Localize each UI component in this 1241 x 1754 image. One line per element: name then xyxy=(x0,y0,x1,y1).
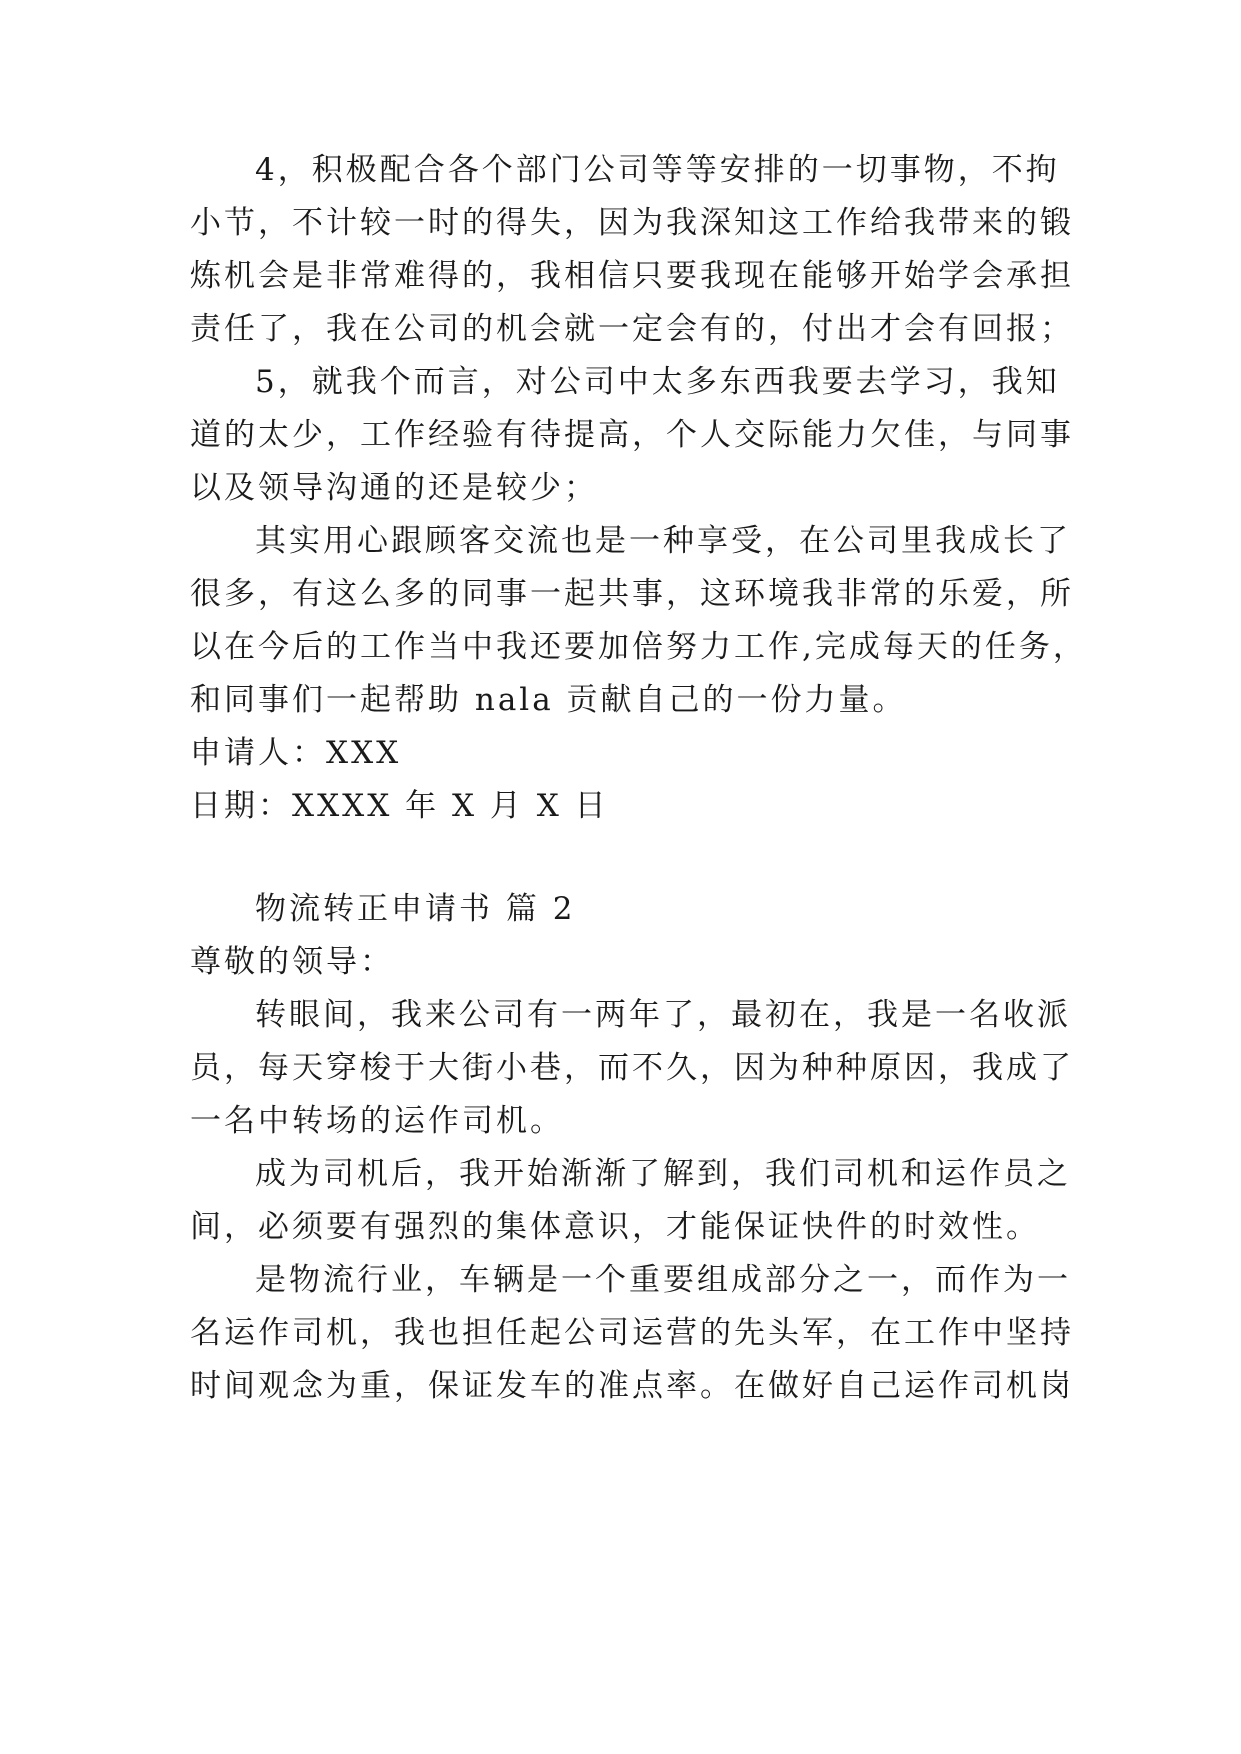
paragraph-line: 责任了，我在公司的机会就一定会有的，付出才会有回报； xyxy=(190,311,1074,347)
paragraph-line: 和同事们一起帮助 nala 贡献自己的一份力量。 xyxy=(190,682,907,718)
paragraph-line: 转眼间，我来公司有一两年了，最初在，我是一名收派 xyxy=(255,997,1071,1033)
paragraph-line: 炼机会是非常难得的，我相信只要我现在能够开始学会承担 xyxy=(190,258,1074,294)
paragraph-line: 4，积极配合各个部门公司等等安排的一切事物，不拘 xyxy=(255,152,1060,188)
paragraph-line: 道的太少，工作经验有待提高，个人交际能力欠佳，与同事 xyxy=(190,417,1074,453)
paragraph-line: 员，每天穿梭于大街小巷，而不久，因为种种原因，我成了 xyxy=(190,1050,1074,1086)
paragraph-line: 小节，不计较一时的得失，因为我深知这工作给我带来的锻 xyxy=(190,205,1074,241)
paragraph-line: 是物流行业，车辆是一个重要组成部分之一，而作为一 xyxy=(255,1262,1071,1298)
paragraph-line: 时间观念为重，保证发车的准点率。在做好自己运作司机岗 xyxy=(190,1368,1074,1404)
paragraph-line: 其实用心跟顾客交流也是一种享受，在公司里我成长了 xyxy=(255,523,1071,559)
signature-date: 日期：XXXX 年 X 月 X 日 xyxy=(190,788,609,824)
paragraph-line: 很多，有这么多的同事一起共事，这环境我非常的乐爱，所 xyxy=(190,576,1074,612)
section-title: 物流转正申请书 篇 2 xyxy=(255,891,576,927)
salutation: 尊敬的领导： xyxy=(190,944,394,980)
paragraph-line: 以及领导沟通的还是较少； xyxy=(190,470,598,506)
paragraph-line: 间，必须要有强烈的集体意识，才能保证快件的时效性。 xyxy=(190,1209,1040,1245)
paragraph-line: 一名中转场的运作司机。 xyxy=(190,1103,564,1139)
paragraph-line: 5，就我个而言，对公司中太多东西我要去学习，我知 xyxy=(255,364,1060,400)
paragraph-line: 名运作司机，我也担任起公司运营的先头军，在工作中坚持 xyxy=(190,1315,1074,1351)
applicant-signature: 申请人：XXX xyxy=(190,735,402,771)
paragraph-line: 成为司机后，我开始渐渐了解到，我们司机和运作员之 xyxy=(255,1156,1071,1192)
paragraph-line: 以在今后的工作当中我还要加倍努力工作,完成每天的任务， xyxy=(190,629,1087,665)
